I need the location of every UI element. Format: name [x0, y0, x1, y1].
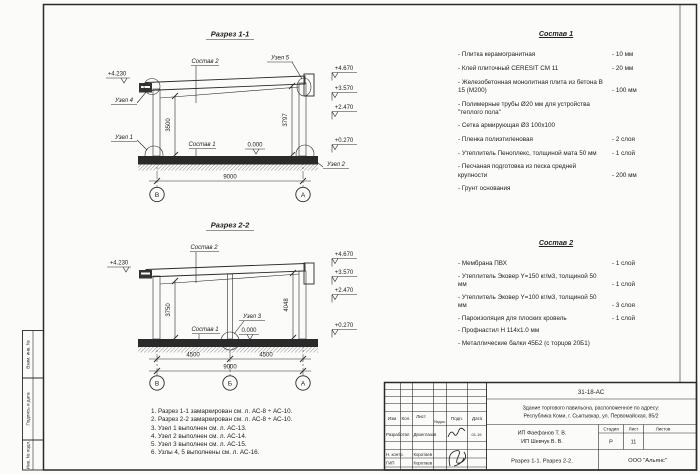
axis-label: Б [227, 380, 233, 388]
elevation-mark [123, 267, 129, 272]
left-stamp-column [23, 331, 44, 471]
list-item: - Песчаная подготовка из песка средней крупности - 200 мм [458, 163, 637, 179]
stamp-inv-podl: Инв. № подл. [25, 440, 31, 470]
note-line: 3. Узел 1 выполнен см. л. АС-13. [151, 424, 247, 432]
note-line: 1. Разрез 1-1 замаркирован см. л. АС-8 ÷ АС-10. [151, 408, 293, 415]
uzel2-callout: Узел 2 [326, 162, 346, 168]
sostav-1-list [458, 29, 680, 199]
dimension-label: 9000 [223, 174, 237, 181]
right-elevation-marks [332, 252, 357, 338]
list-item: - Пленка полиэтиленовая - 2 слоя [458, 136, 635, 144]
dimension-label: 9000 [223, 364, 237, 371]
object-address-line1: Здание торгового павильона, расположенное по адресу: [522, 405, 660, 412]
date-value: 01.19 [471, 432, 482, 437]
client-line1: ИП Фаефанов Т. В. [517, 430, 567, 437]
col-list: Лист [416, 414, 426, 419]
list-item: - Грунт основания [458, 185, 511, 193]
list-item: - Пароизоляция для плоских кровель - 1 слой [458, 314, 636, 322]
axis-label: В [154, 380, 160, 388]
col-izm: Изм [387, 416, 397, 421]
dimension-label: 3797 [283, 113, 289, 127]
elevation-label: +4.670 [334, 252, 354, 258]
elevation-label: +0.270 [334, 138, 354, 144]
object-address-line2: Республика Коми, г. Сыктывкар, ул. Первомайская, 85/2 [523, 413, 659, 420]
dimension-label: 3500 [166, 118, 172, 132]
elevation-label: +3.570 [334, 86, 354, 92]
stage-label: Стадия [603, 426, 619, 432]
roof-slab [146, 264, 305, 278]
vertical-dimensions [166, 270, 296, 341]
left-wall [153, 276, 160, 339]
uzel4-callout: Узел 4 [114, 98, 134, 104]
zero-level-mark [247, 335, 253, 340]
dimension-label: 4048 [284, 298, 290, 312]
sheet-label: Лист [628, 426, 639, 432]
list-item: - Утеплитель Эковер Y=150 кг/м3, толщиной 50 мм - 1 слой [458, 273, 636, 289]
sostav2-callout: Состав 2 [191, 59, 219, 65]
sostav2-callout: Состав 2 [190, 245, 218, 251]
client-line2: ИП Шевчук В. В. [521, 439, 563, 445]
list-item: - Железобетонная монолитная плита из бетона В 15 (М200) - 100 мм [458, 78, 637, 94]
person-name: Двоеглазов [413, 432, 437, 437]
role-label: ГИП [386, 460, 395, 466]
role-label: Разработал [386, 432, 410, 437]
note-line: 6. Узлы 4, 5 выполнены см. л. АС-16. [151, 449, 260, 457]
zero-level-mark [253, 149, 259, 154]
zero-level-label: 0.000 [247, 142, 263, 149]
dimension-label: 4500 [259, 352, 273, 359]
list-item: - Утеплитель Эковер Y=100 кг/м3, толщиной 50 мм - 3 слоя [458, 293, 635, 310]
axis-label: А [300, 380, 306, 388]
list-item: - Профнастил Н 114x1.0 мм [458, 327, 540, 335]
note-line: 5. Узел 3 выполнен см. л. АС-15. [151, 441, 247, 449]
col-podp: Подп. [451, 416, 463, 421]
ground-hatch [138, 165, 318, 171]
middle-column [228, 274, 233, 339]
section-1-1-title: Разрез 1-1 [210, 29, 250, 39]
sostav-2-list [458, 238, 680, 353]
elevation-label: +4.230 [107, 71, 127, 78]
person-name: Коротаев [413, 460, 433, 466]
col-data: Дата [472, 416, 482, 421]
sostav-1-title: Состав 1 [538, 29, 574, 38]
note-line: 4. Узел 2 выполнен см. л. АС-14. [151, 432, 247, 440]
doc-number: 31-18-АС [577, 389, 605, 396]
sostav-2-title: Состав 2 [538, 238, 574, 247]
elevation-label: +2.470 [334, 288, 354, 294]
elevation-label: +4.670 [334, 66, 354, 72]
parapet [304, 263, 314, 284]
person-name: Коротаев [413, 452, 433, 457]
role-label: Н. контр. [386, 452, 404, 457]
elevation-label: +3.570 [334, 270, 354, 276]
list-item: - Утеплитель Пеноплекс, толщиной мата 50 мм - 1 слой [458, 149, 636, 157]
list-item: - Клей плиточный CERESIT CM 11 - 20 мм [458, 65, 634, 73]
section-1-1-drawing [106, 30, 357, 202]
list-item: - Металлические балки 45Б2 (с торцов 20Б1) [458, 340, 590, 348]
axis-label: В [154, 192, 160, 199]
vertical-dimensions [166, 83, 295, 158]
note-line: 2. Разрез 2-2 замаркирован см. л. АС-8 ÷ АС-10. [151, 416, 293, 424]
sheets-label: Листов [655, 426, 671, 432]
list-item: - Сетка армирующая Ø3 100x100 [458, 122, 556, 130]
sheet-value: 11 [630, 439, 637, 446]
building-section-2-2 [138, 263, 318, 353]
dimension-label: 3750 [166, 303, 172, 317]
list-item: - Плитка керамогранитная - 10 мм [458, 51, 634, 59]
elevation-label: +4.230 [109, 260, 129, 267]
floor-slab [138, 156, 318, 165]
parapet [304, 74, 314, 96]
section-2-2-drawing [107, 221, 357, 391]
elevation-mark [121, 78, 127, 83]
elevation-label: +2.470 [334, 105, 354, 111]
signature [448, 428, 465, 437]
right-elevation-marks [332, 66, 357, 153]
zero-level-label: 0.000 [241, 328, 257, 334]
right-wall [299, 271, 306, 339]
dimension-label: 4500 [186, 352, 200, 359]
axis-label: А [300, 192, 306, 199]
sostav1-callout: Состав 1 [188, 142, 216, 148]
col-ndok: №док. [434, 419, 446, 424]
list-item: - Полимерные трубы Ø20 мм для устройства "теплого пола" [458, 100, 590, 116]
elevation-label: +0.270 [334, 323, 354, 329]
stamp-vzam-inv: Взам. инв. № [25, 340, 31, 369]
company-name: ООО "Альянс" [628, 458, 667, 464]
sheet-title: Разрез 1-1. Разрез 2-2. [511, 458, 573, 465]
sostav1-callout: Состав 1 [191, 327, 219, 333]
list-item: - Мембрана ПВХ - 1 слой [458, 260, 636, 268]
stamp-podpis-data: Подпись и дата [25, 392, 31, 426]
uzel5-callout: Узел 5 [270, 55, 290, 62]
uzel1-callout: Узел 1 [114, 135, 134, 141]
col-kol: Кол. [401, 416, 411, 421]
title-block [385, 383, 697, 471]
notes-list [151, 408, 292, 458]
stage-value: Р [609, 439, 613, 446]
uzel3-callout: Узел 3 [242, 314, 262, 320]
section-2-2-title: Разрез 2-2 [210, 220, 250, 230]
